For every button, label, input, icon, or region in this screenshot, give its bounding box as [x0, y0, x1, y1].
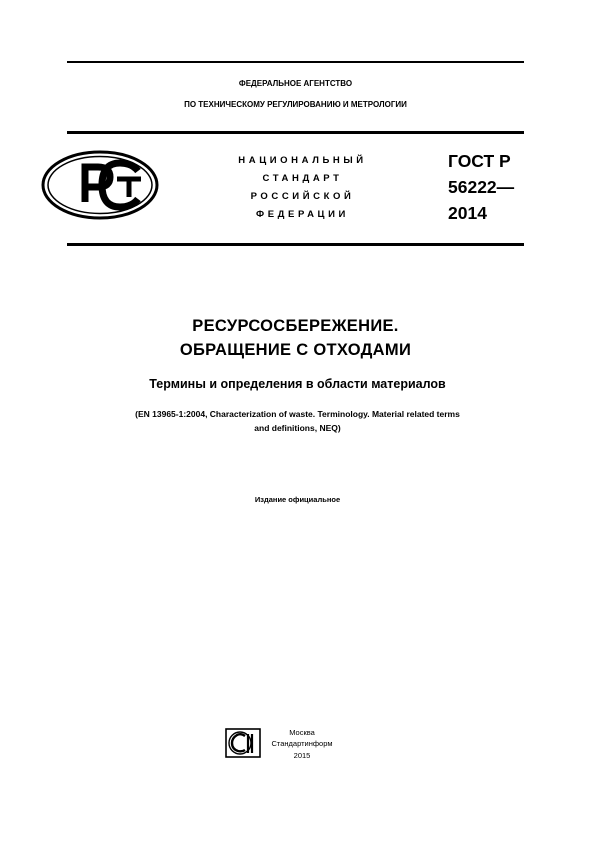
national-standard-line-4: ФЕДЕРАЦИИ [256, 209, 349, 220]
header-rule-top [67, 131, 524, 134]
publisher-city: Москва [289, 728, 315, 737]
agency-line-1: ФЕДЕРАЛЬНОЕ АГЕНТСТВО [238, 79, 353, 88]
rst-logo-icon [41, 150, 159, 220]
title-line-2: ОБРАЩЕНИЕ С ОТХОДАМИ [179, 341, 412, 359]
agency-line-2: ПО ТЕХНИЧЕСКОМУ РЕГУЛИРОВАНИЮ И МЕТРОЛОГИИ [184, 100, 407, 109]
subtitle: Термины и определения в области материалов [149, 377, 446, 391]
international-reference-line-2: and definitions, NEQ) [254, 423, 341, 433]
standard-code-line-3: 2014 [448, 203, 487, 223]
header-rule-bottom [67, 243, 524, 246]
national-standard-line-2: СТАНДАРТ [262, 173, 343, 184]
national-standard-line-3: РОССИЙСКОЙ [250, 191, 355, 202]
standartinform-logo-icon [225, 728, 261, 758]
top-rule [67, 61, 524, 63]
standard-code-line-1: ГОСТ Р [448, 151, 511, 171]
edition-note: Издание официальное [254, 495, 341, 504]
national-standard-line-1: НАЦИОНАЛЬНЫЙ [238, 155, 367, 166]
international-reference-line-1: (EN 13965-1:2004, Characterization of waste. Terminology. Material related terms [135, 409, 460, 419]
standard-code-line-2: 56222— [448, 177, 515, 197]
publisher-year: 2015 [293, 751, 311, 760]
title-line-1: РЕСУРСОСБЕРЕЖЕНИЕ. [192, 317, 399, 335]
publisher-name: Стандартинформ [271, 739, 333, 748]
